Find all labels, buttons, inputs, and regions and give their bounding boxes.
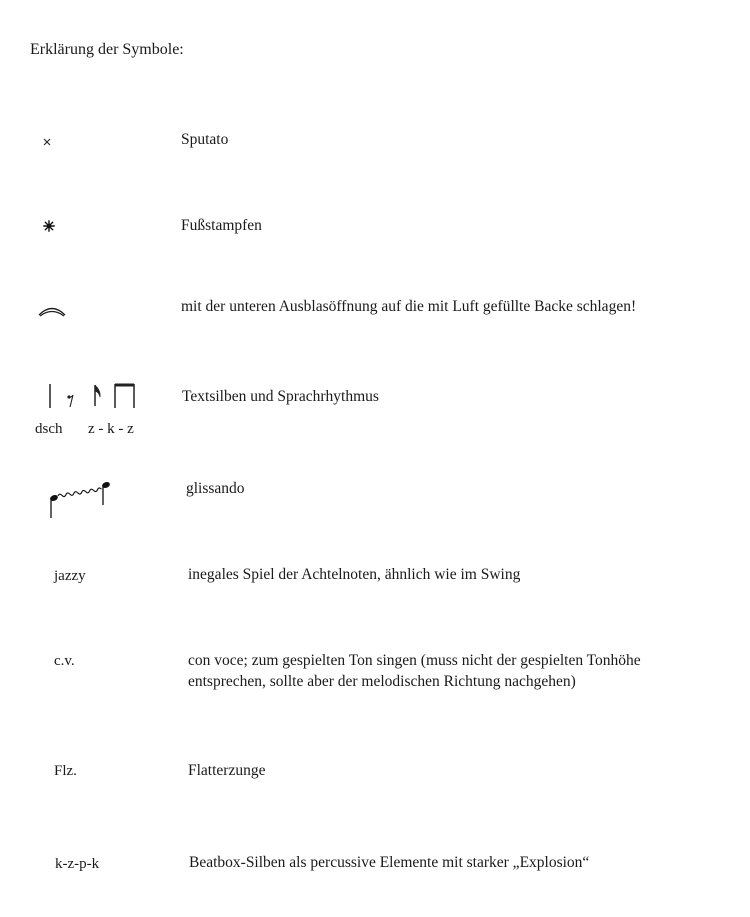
description-fussstampfen: Fußstampfen (181, 217, 262, 234)
symbol-flz: Flz. (54, 763, 77, 779)
syllable-zkz: z - k - z (88, 421, 134, 437)
glissando-wavy-line-icon (48, 478, 114, 520)
description-flz: Flatterzunge (188, 762, 266, 779)
symbol-jazzy: jazzy (54, 568, 86, 584)
double-arc-icon (37, 303, 67, 317)
description-cv-line2: entsprechen, sollte aber der melodischen Richtung nachgehen) (188, 673, 576, 690)
description-textsilben: Textsilben und Sprachrhythmus (182, 388, 379, 405)
symbol-cv: c.v. (54, 653, 75, 669)
description-glissando: glissando (186, 480, 245, 497)
symbol-kzpk: k-z-p-k (55, 856, 100, 872)
description-jazzy: inegales Spiel der Achtelnoten, ähnlich wie im Swing (188, 566, 521, 583)
asterisk-stamp-icon (43, 220, 55, 232)
description-beatbox: Beatbox-Silben als percussive Elemente mit starker „Explosion“ (189, 854, 590, 871)
rhythm-notation-icon (45, 382, 140, 410)
description-sputato: Sputato (181, 131, 229, 148)
description-cv-line1: con voce; zum gespielten Ton singen (muss nicht der gespielten Tonhöhe (188, 652, 641, 669)
page-title: Erklärung der Symbole: (30, 41, 184, 58)
description-backe: mit der unteren Ausblasöffnung auf die mit Luft gefüllte Backe schlagen! (181, 298, 637, 315)
sputato-cross-icon (43, 138, 51, 146)
syllable-dsch: dsch (35, 421, 63, 437)
